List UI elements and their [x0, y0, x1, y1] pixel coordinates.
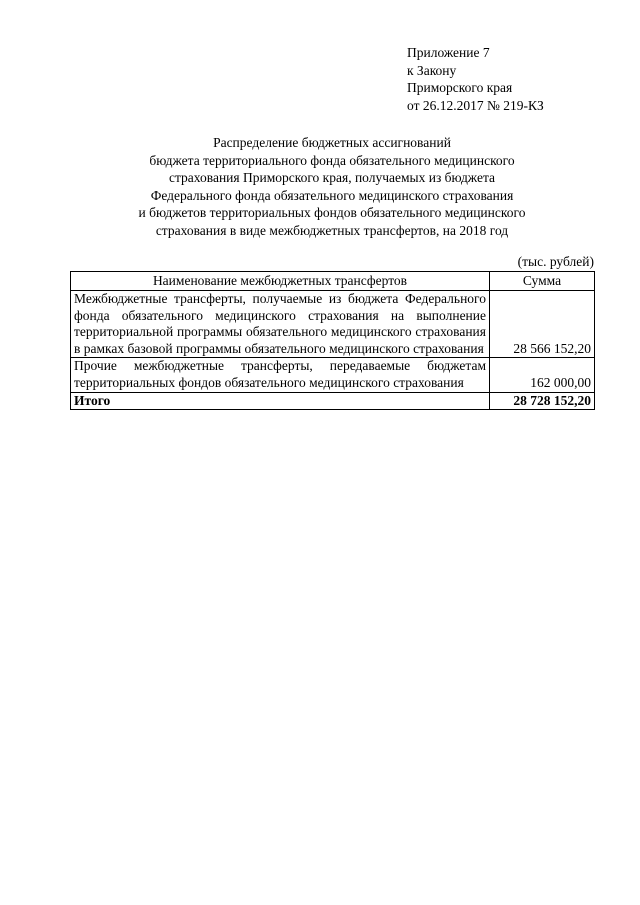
- appendix-line: к Закону: [407, 62, 457, 78]
- header-sum: Сумма: [490, 272, 595, 291]
- table-header-row: [71, 272, 595, 291]
- header-name: Наименование межбюджетных трансфертов: [71, 272, 490, 291]
- row-sum: 28 566 152,20: [490, 291, 595, 358]
- row-sum: 162 000,00: [490, 358, 595, 392]
- title-line: бюджета территориального фонда обязательного медицинского: [149, 152, 515, 168]
- document-title: [70, 134, 594, 240]
- total-row: [71, 392, 595, 410]
- transfers-table: [70, 271, 595, 410]
- table-row: [71, 291, 595, 358]
- appendix-line: Приложение 7: [407, 45, 490, 60]
- title-line: Распределение бюджетных ассигнований: [213, 135, 451, 150]
- appendix-header: [407, 44, 544, 114]
- title-line: и бюджетов территориальных фондов обязательного медицинского: [138, 205, 526, 221]
- appendix-line: от 26.12.2017 № 219-КЗ: [407, 97, 544, 113]
- title-line: страхования Приморского края, получаемых из бюджета: [168, 170, 496, 186]
- title-line: Федерального фонда обязательного медицинского страхования: [150, 187, 514, 203]
- row-name: Прочие межбюджетные трансферты, передаваемые бюджетам территориальных фондов обязательного медицинского страхования: [71, 358, 490, 392]
- total-sum: 28 728 152,20: [490, 392, 595, 410]
- table-row: [71, 358, 595, 392]
- units-label: (тыс. рублей): [517, 254, 594, 269]
- row-name: Межбюджетные трансферты, получаемые из бюджета Федерального фонда обязательного медицинского страхования на выполнение территориальной программы обязательного медицинского страхования в рамках базовой программы обязательного медицинского страхования: [71, 291, 490, 358]
- total-label: Итого: [71, 392, 490, 410]
- appendix-line: Приморского края: [407, 80, 513, 96]
- title-line: страхования в виде межбюджетных трансфертов, на 2018 год: [155, 222, 509, 238]
